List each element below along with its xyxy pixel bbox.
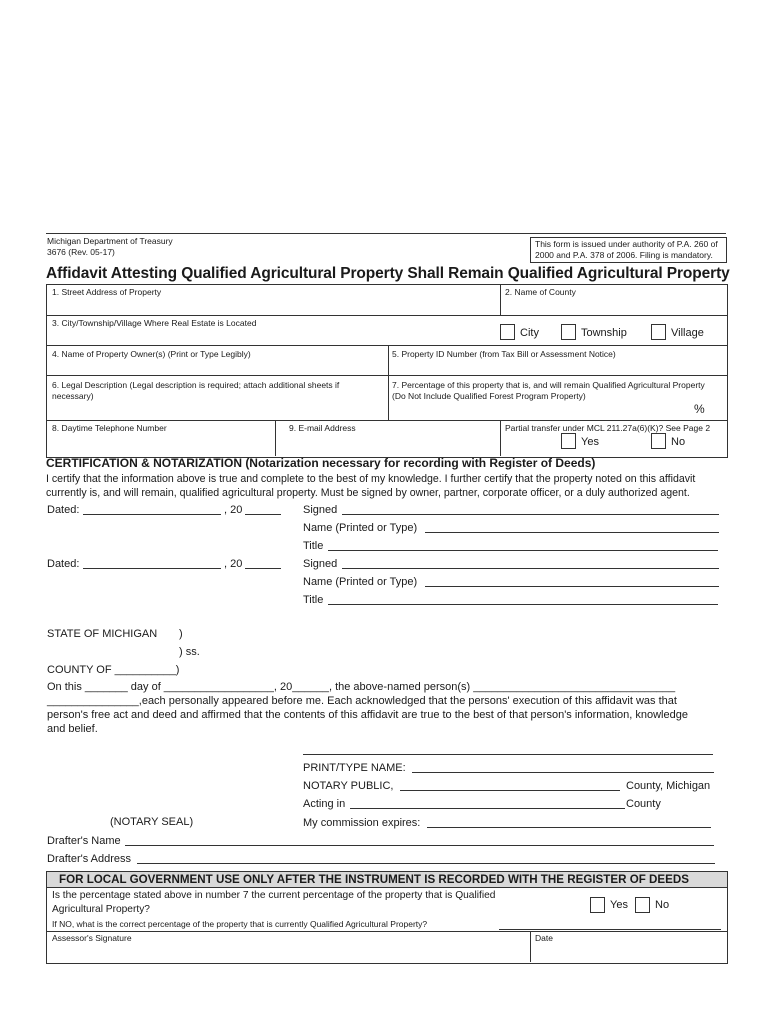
county-name-label: 2. Name of County [505, 287, 576, 297]
local-yes-checkbox[interactable] [590, 897, 605, 913]
name-printed-label-1: Name (Printed or Type) [303, 522, 418, 534]
dated-label-2: Dated: [47, 558, 80, 570]
percentage-label-1: 7. Percentage of this property that is, and will remain Qualified Agricultural Property [392, 380, 705, 390]
title-input-2[interactable] [328, 604, 718, 605]
title-label-1: Title [303, 540, 324, 552]
notary-county-input[interactable] [400, 790, 620, 791]
authority-line1: This form is issued under authority of P.A. 260 of [535, 239, 718, 249]
state-label: STATE OF MICHIGAN [47, 628, 158, 640]
free-act-line: person's free act and deed and affirmed that the contents of this affidavit are true to the best of that person's information, knowledge [47, 709, 688, 721]
email-input[interactable] [278, 434, 498, 454]
title-label-2: Title [303, 594, 324, 606]
title-input-1[interactable] [328, 550, 718, 551]
partial-transfer-label: Partial transfer under MCL 211.27a(6)(K)? See Page 2 [505, 423, 711, 433]
year-prefix-1: , 20 [224, 504, 243, 516]
village-label: Village [671, 327, 704, 339]
authority-box [530, 237, 727, 263]
drafter-address-label: Drafter's Address [47, 853, 132, 865]
village-checkbox[interactable] [651, 324, 666, 340]
drafter-name-input[interactable] [125, 845, 714, 846]
if-no-label: If NO, what is the correct percentage of the property that is currently Qualified Agricultural Property? [52, 919, 428, 929]
ss-label: ) ss. [179, 646, 200, 658]
name-printed-input-2[interactable] [425, 586, 719, 587]
legal-description-label-1: 6. Legal Description (Legal description is required; attach additional sheets if [52, 380, 340, 390]
year-input-2[interactable] [245, 568, 281, 569]
local-government-heading-bar [47, 872, 727, 888]
phone-label: 8. Daytime Telephone Number [52, 423, 167, 433]
correct-percentage-input[interactable] [499, 929, 721, 930]
certification-text-1: I certify that the information above is true and complete to the best of my knowledge. I further certify that the property noted on this affidavit [46, 473, 696, 485]
partial-no-label: No [671, 436, 686, 448]
print-type-name-label: PRINT/TYPE NAME: [303, 762, 406, 774]
dated-input-1[interactable] [83, 514, 221, 515]
acting-in-label: Acting in [303, 798, 346, 810]
signed-label-2: Signed [303, 558, 338, 570]
signed-input-1[interactable] [342, 514, 719, 515]
authority-line2: 2000 and P.A. 378 of 2006. Filing is mandatory. [535, 250, 713, 260]
local-question-2: Agricultural Property? [52, 904, 150, 915]
certification-text-2: currently is, and will remain, qualified agricultural property. Must be signed by owner, partner, corporate officer, or a duly authorized agent. [46, 487, 690, 499]
assessor-signature-input[interactable] [48, 944, 528, 961]
city-label: City [520, 327, 539, 339]
local-no-label: No [655, 899, 670, 911]
street-address-input[interactable] [48, 298, 498, 314]
county-of-line[interactable]: COUNTY OF __________) [47, 664, 180, 676]
property-id-input[interactable] [390, 360, 724, 374]
acting-in-input[interactable] [350, 808, 625, 809]
print-type-name-input[interactable] [412, 772, 714, 773]
appeared-line[interactable]: _______________,each personally appeared before me. Each acknowledged that the persons' execution of this affidavit was that [47, 695, 677, 707]
name-printed-input-1[interactable] [425, 532, 719, 533]
certification-heading: CERTIFICATION & NOTARIZATION (Notarization necessary for recording with Register of Deeds) [46, 456, 596, 470]
partial-yes-label: Yes [581, 436, 599, 448]
name-printed-label-2: Name (Printed or Type) [303, 576, 418, 588]
drafter-name-label: Drafter's Name [47, 835, 121, 847]
owner-name-input[interactable] [48, 360, 386, 374]
on-this-line[interactable]: On this _______ day of __________________, 20______, the above-named person(s) _________________________________ [47, 681, 676, 693]
local-no-checkbox[interactable] [635, 897, 650, 913]
department-name: Michigan Department of Treasury [47, 236, 173, 246]
owner-name-label: 4. Name of Property Owner(s) (Print or Type Legibly) [52, 349, 251, 359]
signed-input-2[interactable] [342, 568, 719, 569]
legal-description-input[interactable] [48, 402, 386, 419]
local-government-heading: FOR LOCAL GOVERNMENT USE ONLY AFTER THE INSTRUMENT IS RECORDED WITH THE REGISTER OF DEEDS [59, 873, 689, 886]
year-prefix-2: , 20 [224, 558, 243, 570]
commission-input[interactable] [427, 827, 711, 828]
local-yes-label: Yes [610, 899, 628, 911]
city-checkbox[interactable] [500, 324, 515, 340]
state-paren: ) [179, 628, 183, 640]
township-label: Township [581, 327, 627, 339]
form-title: Affidavit Attesting Qualified Agricultural Property Shall Remain Qualified Agricultural Property [46, 265, 730, 282]
percentage-input[interactable] [390, 402, 690, 419]
phone-input[interactable] [48, 434, 273, 454]
commission-label: My commission expires: [303, 817, 421, 829]
notary-public-label: NOTARY PUBLIC, [303, 780, 394, 792]
county-name-input[interactable] [502, 298, 724, 314]
date-input[interactable] [533, 944, 723, 961]
county-michigan-label: County, Michigan [626, 780, 711, 792]
drafter-address-input[interactable] [137, 863, 715, 864]
partial-no-checkbox[interactable] [651, 433, 666, 449]
percent-sign: % [694, 402, 705, 416]
property-id-label: 5. Property ID Number (from Tax Bill or Assessment Notice) [392, 349, 616, 359]
notary-seal-label: (NOTARY SEAL) [110, 816, 194, 828]
local-question-1: Is the percentage stated above in number 7 the current percentage of the property that is Qualified [52, 890, 496, 901]
date-label: Date [535, 933, 553, 943]
city-township-village-label: 3. City/Township/Village Where Real Estate is Located [52, 318, 257, 328]
belief-line: and belief. [47, 723, 98, 735]
street-address-label: 1. Street Address of Property [52, 287, 162, 297]
percentage-label-2: (Do Not Include Qualified Forest Program Property) [392, 391, 586, 401]
dated-label-1: Dated: [47, 504, 80, 516]
acting-county-label: County [626, 798, 661, 810]
dated-input-2[interactable] [83, 568, 221, 569]
top-rule [46, 233, 726, 234]
email-label: 9. E-mail Address [289, 423, 356, 433]
notary-signature-line[interactable] [303, 754, 713, 755]
township-checkbox[interactable] [561, 324, 576, 340]
form-number: 3676 (Rev. 05-17) [47, 247, 115, 257]
signed-label-1: Signed [303, 504, 338, 516]
year-input-1[interactable] [245, 514, 281, 515]
assessor-signature-label: Assessor's Signature [52, 933, 132, 943]
partial-yes-checkbox[interactable] [561, 433, 576, 449]
legal-description-label-2: necessary) [52, 391, 94, 401]
